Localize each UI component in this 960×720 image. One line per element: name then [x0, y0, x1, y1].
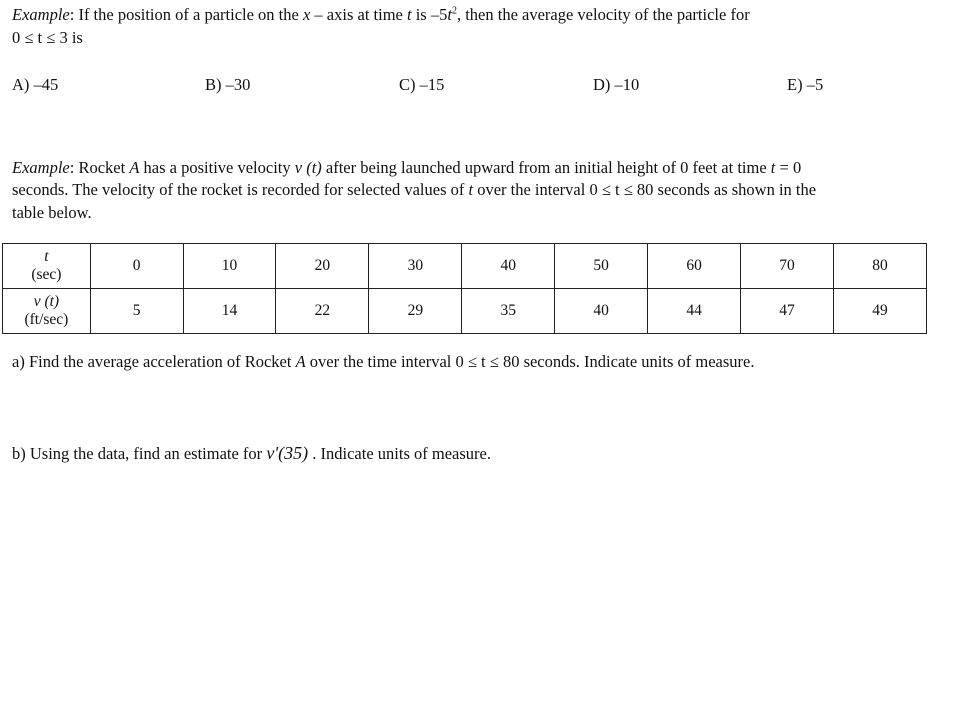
text: a) Find the average acceleration of Rocket — [12, 352, 296, 371]
text: : If the position of a particle on the — [69, 5, 303, 24]
example-label: Example — [12, 5, 70, 24]
text: after being launched upward from an initial height of 0 feet at time — [321, 158, 771, 177]
v-cell: 35 — [462, 289, 555, 334]
header-var: t — [44, 248, 49, 265]
header-unit: (ft/sec) — [24, 311, 69, 328]
text: b) Using the data, find an estimate for — [12, 444, 267, 463]
row-header-v — [3, 289, 91, 334]
velocity-fn: v (t) — [294, 158, 322, 177]
text: over the interval 0 ≤ t ≤ 80 seconds as shown in the — [473, 180, 817, 199]
t-cell: 0 — [90, 244, 183, 289]
example-2-line-2 — [12, 180, 816, 200]
example-2-line-3: table below. — [12, 203, 92, 222]
v-cell: 47 — [741, 289, 834, 334]
var-x: x — [302, 5, 311, 24]
text: seconds. The velocity of the rocket is recorded for selected values of — [12, 180, 469, 199]
t-cell: 50 — [555, 244, 648, 289]
text: , then the average velocity of the particle for — [456, 5, 750, 24]
var-t: t — [447, 5, 452, 24]
t-cell: 20 — [276, 244, 369, 289]
v-cell: 40 — [555, 289, 648, 334]
v-cell: 29 — [369, 289, 462, 334]
t-cell: 30 — [369, 244, 462, 289]
derivative-expr: v'(35) — [266, 443, 309, 463]
text: has a positive velocity — [139, 158, 295, 177]
table-row-t — [3, 244, 927, 289]
text: is — [67, 28, 83, 47]
v-cell: 5 — [90, 289, 183, 334]
example-2-line-1 — [12, 158, 801, 178]
choice-b: B) –30 — [205, 75, 251, 94]
var-t: t — [468, 180, 474, 199]
text: – axis at time — [310, 5, 407, 24]
question-a — [12, 352, 755, 372]
t-cell: 40 — [462, 244, 555, 289]
var-t: t — [407, 5, 412, 24]
interval: 0 ≤ t ≤ 3 — [12, 28, 68, 47]
example-1-line-1 — [12, 5, 750, 25]
text: . Indicate units of measure. — [308, 444, 491, 463]
table-row-v — [3, 289, 927, 334]
choice-d: D) –10 — [593, 75, 640, 94]
t-cell: 10 — [183, 244, 276, 289]
question-b — [12, 443, 491, 464]
choice-a: A) –45 — [12, 75, 59, 94]
example-label: Example — [12, 158, 70, 177]
var-t: t — [770, 158, 776, 177]
choice-e: E) –5 — [787, 75, 824, 94]
velocity-table — [2, 243, 927, 334]
text: over the time interval 0 ≤ t ≤ 80 seconds. Indicate units of measure. — [305, 352, 755, 371]
text: : Rocket — [69, 158, 130, 177]
v-cell: 49 — [833, 289, 926, 334]
choice-c: C) –15 — [399, 75, 445, 94]
rocket-name: A — [295, 352, 306, 371]
t-cell: 60 — [648, 244, 741, 289]
text: is –5 — [411, 5, 448, 24]
v-cell: 22 — [276, 289, 369, 334]
row-header-t — [3, 244, 91, 289]
header-var: v (t) — [33, 293, 60, 310]
v-cell: 44 — [648, 289, 741, 334]
t-cell: 80 — [833, 244, 926, 289]
header-unit: (sec) — [31, 266, 62, 283]
rocket-name: A — [129, 158, 140, 177]
v-cell: 14 — [183, 289, 276, 334]
exponent: 2 — [451, 5, 457, 17]
example-1-line-2 — [12, 28, 83, 48]
text: = 0 — [775, 158, 802, 177]
t-cell: 70 — [741, 244, 834, 289]
